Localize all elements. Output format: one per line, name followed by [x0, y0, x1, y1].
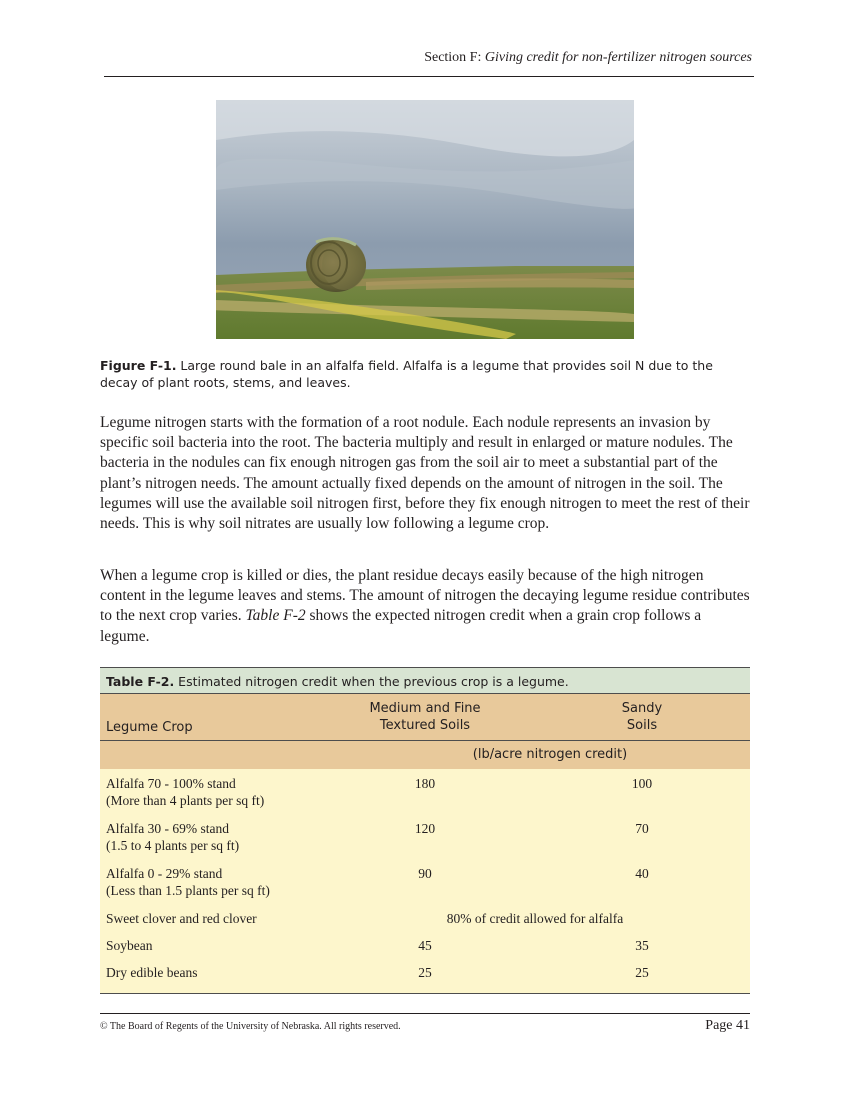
crop-name: Soybean [106, 938, 153, 953]
legume-crop-cell [106, 775, 406, 809]
sandy-value: 100 [631, 776, 653, 791]
crop-name: Sweet clover and red clover [106, 911, 257, 926]
sandy-value: 25 [635, 965, 649, 980]
sandy-value: 40 [635, 866, 649, 881]
column-header-sandy-line1: Sandy [621, 701, 663, 716]
medium-fine-value: 25 [418, 965, 432, 980]
column-header-medium-fine [345, 700, 505, 734]
table-row [100, 964, 750, 991]
table-body [100, 769, 750, 994]
table-row [100, 865, 750, 910]
table-row [100, 820, 750, 865]
crop-note: (Less than 1.5 plants per sq ft) [106, 883, 270, 898]
crop-note: (More than 4 plants per sq ft) [106, 793, 265, 808]
column-header-medium-line1: Medium and Fine [369, 701, 481, 716]
body-paragraph-1: Legume nitrogen starts with the formation of a root nodule. Each nodule represents an invasion by specific soil bacteria into the root. The bacteria multiply and result in enlarged or mature nodules. The bacteria in the nodules can fix enough nitrogen gas from the soil air to meet a substantial part of the plant’s nitrogen needs. The amount actually fixed depends on the amount of nitrogen in the soil. The legumes will use the available soil nitrogen first, before they fix enough nitrogen to meet the rest of their needs. This is why soil nitrates are usually low following a legume crop. [100, 414, 750, 533]
section-heading [424, 50, 752, 66]
nitrogen-credit-table [100, 667, 750, 994]
sandy-value: 35 [635, 938, 649, 953]
table-title-text: Estimated nitrogen credit when the previous crop is a legume. [174, 674, 569, 689]
medium-fine-value: 90 [418, 866, 432, 881]
crop-name: Dry edible beans [106, 965, 198, 980]
medium-fine-value: 120 [414, 821, 436, 836]
spanned-credit-value: 80% of credit allowed for alfalfa [446, 911, 624, 926]
table-row [100, 775, 750, 820]
figure-caption-text: Large round bale in an alfalfa field. Alfalfa is a legume that provides soil N due to the decay of plant roots, stems, and leaves. [100, 358, 713, 390]
body-paragraph-2 [100, 566, 752, 647]
table-label: Table F-2. [106, 674, 175, 689]
legume-crop-cell [106, 820, 406, 854]
crop-name: Alfalfa 70 - 100% stand [106, 776, 236, 791]
figure-label: Figure F-1. [100, 358, 177, 373]
alfalfa-bale-photo [216, 100, 634, 339]
table-title [100, 667, 750, 694]
paragraph-2-text-b: shows the expected nitrogen credit when a grain crop follows a legume. [100, 607, 702, 645]
column-header-sandy-line2: Soils [626, 718, 658, 733]
table-row [100, 910, 750, 937]
table-header [100, 694, 750, 741]
column-header-legume-crop: Legume Crop [106, 720, 193, 735]
section-prefix: Section F: [424, 50, 485, 65]
page-footer [100, 1013, 750, 1038]
crop-note: (1.5 to 4 plants per sq ft) [106, 838, 240, 853]
figure-caption [100, 357, 740, 391]
copyright-notice: © The Board of Regents of the University of Nebraska. All rights reserved. [100, 1021, 401, 1032]
crop-name: Alfalfa 0 - 29% stand [106, 866, 223, 881]
unit-label: (lb/acre nitrogen credit) [472, 747, 628, 762]
section-title: Giving credit for non-fertilizer nitrogen sources [484, 50, 752, 65]
page-header [104, 48, 754, 77]
column-header-sandy [562, 700, 722, 734]
medium-fine-value: 45 [418, 938, 432, 953]
legume-crop-cell [106, 865, 406, 899]
medium-fine-value: 180 [414, 776, 436, 791]
table-reference: Table F-2 [245, 607, 306, 625]
column-header-medium-line2: Textured Soils [379, 718, 471, 733]
page-number: Page 41 [705, 1018, 750, 1033]
crop-name: Alfalfa 30 - 69% stand [106, 821, 229, 836]
paragraph-2-text-a: When a legume crop is killed or dies, the plant residue decays easily because of the high nitrogen content in the legume leaves and stems. The amount of nitrogen the decaying legume residue contributes to the next crop varies. [100, 567, 750, 625]
unit-row [100, 741, 750, 769]
table-row [100, 937, 750, 964]
sandy-value: 70 [635, 821, 649, 836]
